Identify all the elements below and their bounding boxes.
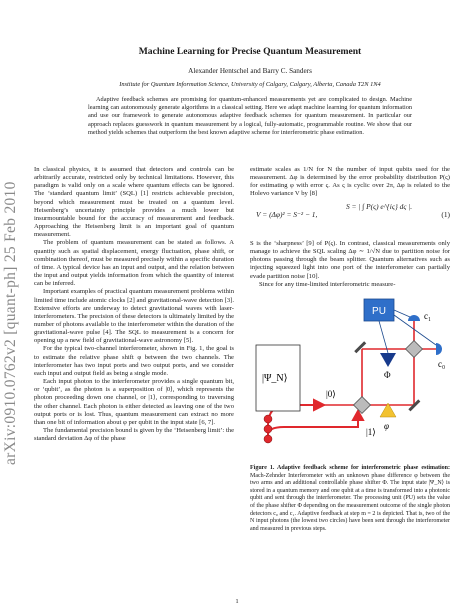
page-number: 1	[235, 598, 239, 605]
figure-caption	[250, 465, 450, 533]
c0-label: c₀	[438, 359, 446, 369]
beam-paths	[324, 321, 436, 405]
input-beam-splitter	[354, 397, 371, 414]
Phi-label: Φ	[384, 370, 391, 380]
qubit-circle	[264, 425, 272, 433]
detector-c1	[408, 315, 420, 321]
c1-label: c₁	[424, 311, 432, 321]
paragraph: The fundamental precision bound is given by the ‘Heisenberg limit’: the standard deviation Δφ of the phase	[34, 427, 234, 443]
paper-affiliation: Institute for Quantum Information Science, University of Calgary, Calgary, Alberta, Canada T2N 1N4	[119, 81, 381, 88]
paragraph: Each input photon to the interferometer provides a single quantum bit, or ‘qubit’, as the photon is a superposition of |0⟩, which represents the photon proceeding down one channel, or |1⟩, corresponding to traversing the other channel. Each photon is either detected as leaving one of the two output ports or is lost. Thus, quantum measurement can extract no more than one bit of information about φ per qubit in the input state [6, 7].	[34, 378, 234, 426]
paragraph: Since for any time-limited interferometric measure-	[259, 280, 396, 288]
input-arrow-1	[268, 417, 358, 443]
paragraph: In classical physics, it is assumed that detectors and controls can be arbitrarily accurate, restricted only by technical limitations. However, this paradigm is valid only on a scale where quantum effects can be ignored. The ‘standard quantum limit’ (SQL) [1] restricts achievable precision, beyond which measurement must be treated on a quantum level. Heisenberg’s uncertainty principle provides a much lower but insurmountable bound for the accuracy of measurement and feedback. Approaching the Heisenberg limit is an important goal of quantum measurement.	[34, 166, 234, 239]
qubit-circle	[264, 415, 272, 423]
paragraph: Important examples of practical quantum measurement problems within limited time include atomic clocks [2] and gravitational-wave detection [3]. Extensive efforts are underway to detect gravitational waves with laser-interferometers. The precision of these detectors is ultimately limited by the number of photons available to the interferometer within the duration of the gravitational-wave pulse [4]. The SQL to measurement is a concern for opening up a new field of gravitational-wave astronomy [5].	[34, 288, 235, 345]
mirror-top-left	[354, 341, 366, 353]
output-beam-splitter	[406, 341, 423, 358]
abstract: Adaptive feedback schemes are promising for quantum-enhanced measurements yet are complicated to design. Machine learning can autonomously generate algorithms in a classical setting. Here we adapt machine learning for quantum information and use our framework to generate autonomous adaptive feedback schemes for quantum measurement. In particular our approach replaces guesswork in quantum measurement by a logical, fully-automatic, programmable routine. We show that our method yields schemes that outperform the best known adaptive scheme for interferometric phase estimation.	[88, 96, 412, 136]
caption-label: Figure 1. Adaptive feedback scheme for interferometric phase estimation:	[250, 465, 450, 471]
caption-text: Mach-Zehnder Interferometer with an unknown phase difference φ between the two arms and an additional controllable phase shifter Φ. The input state |Ψ_N⟩ is stored in a quantum memory and one qubit at a time is transformed into a photonic qubit and sent through the interferometer. The processing unit (PU) sets the value of the phase shifter Φ depending on the measurement outcome of the single photon detectors c₀ and c₁. Adaptive feedback at step m = 2 is depicted. That is, two of the N input photons (the lowest two circles) have been sent through the interferometer and measured in previous steps.	[250, 472, 450, 532]
equation-right: S = | ∫ P(ς) e^{iς} dς |.	[346, 202, 413, 211]
paragraph: S is the ‘sharpness’ [9] of P(ς). In contrast, classical measurements only manage to achieve the SQL scaling Δφ ∼ 1/√N due to partition noise for photons passing through the beam splitter. Quantum alternatives such as injecting squeezed light into one port of the interferometer can partially evade partition noise [10].	[250, 240, 450, 280]
paragraph: estimate scales as 1/N for N the number of input qubits used for the measurement. Δφ is determined by the error probability distribution P(ς) for estimating φ with error ς. As ς is cyclic over 2π, Δφ is related to the Holevo variance V by [8]	[250, 166, 450, 198]
controllable-phase-shifter	[380, 353, 396, 367]
psi-label: |Ψ_N⟩	[262, 373, 288, 384]
right-column-mid	[250, 240, 450, 289]
equation-number: (1)	[441, 210, 450, 219]
interferometer-diagram	[254, 293, 454, 461]
qubit-stack	[264, 415, 272, 443]
paper-title: Machine Learning for Precise Quantum Measurement	[138, 46, 362, 57]
figure-1	[254, 293, 454, 461]
wire-c1-to-pu	[394, 310, 410, 317]
ket0-label: |0⟩	[326, 389, 336, 399]
ket1-label: |1⟩	[366, 427, 376, 437]
arxiv-identifier: arXiv:0910.0762v2 [quant-ph] 25 Feb 2010	[2, 181, 19, 465]
paragraph: For the typical two-channel interferometer, shown in Fig. 1, the goal is to estimate the relative phase shift φ between the two channels. The interferometer has two input ports and two output ports, and we consider each input and output field as being a single mode.	[34, 345, 234, 377]
right-column-top	[250, 166, 450, 199]
detector-c0	[436, 343, 442, 355]
equation-1	[256, 198, 450, 232]
paragraph: The problem of quantum measurement can be stated as follows. A quantity such as spatial displacement, energy fluctuation, phase shift, or combination thereof, must be measured precisely within a specific duration of time. A typical device has an input and output, and the relation between the input and output yields information from which the quantity of interest can be inferred.	[34, 239, 234, 288]
equation-left: V = (Δφ)² = S⁻² − 1,	[256, 210, 318, 219]
pu-label: PU	[372, 306, 386, 317]
phi-label: φ	[384, 421, 389, 431]
paper-authors: Alexander Hentschel and Barry C. Sanders	[188, 67, 312, 75]
left-column	[34, 166, 234, 443]
qubit-circle	[264, 435, 272, 443]
arrow-head	[314, 400, 324, 410]
